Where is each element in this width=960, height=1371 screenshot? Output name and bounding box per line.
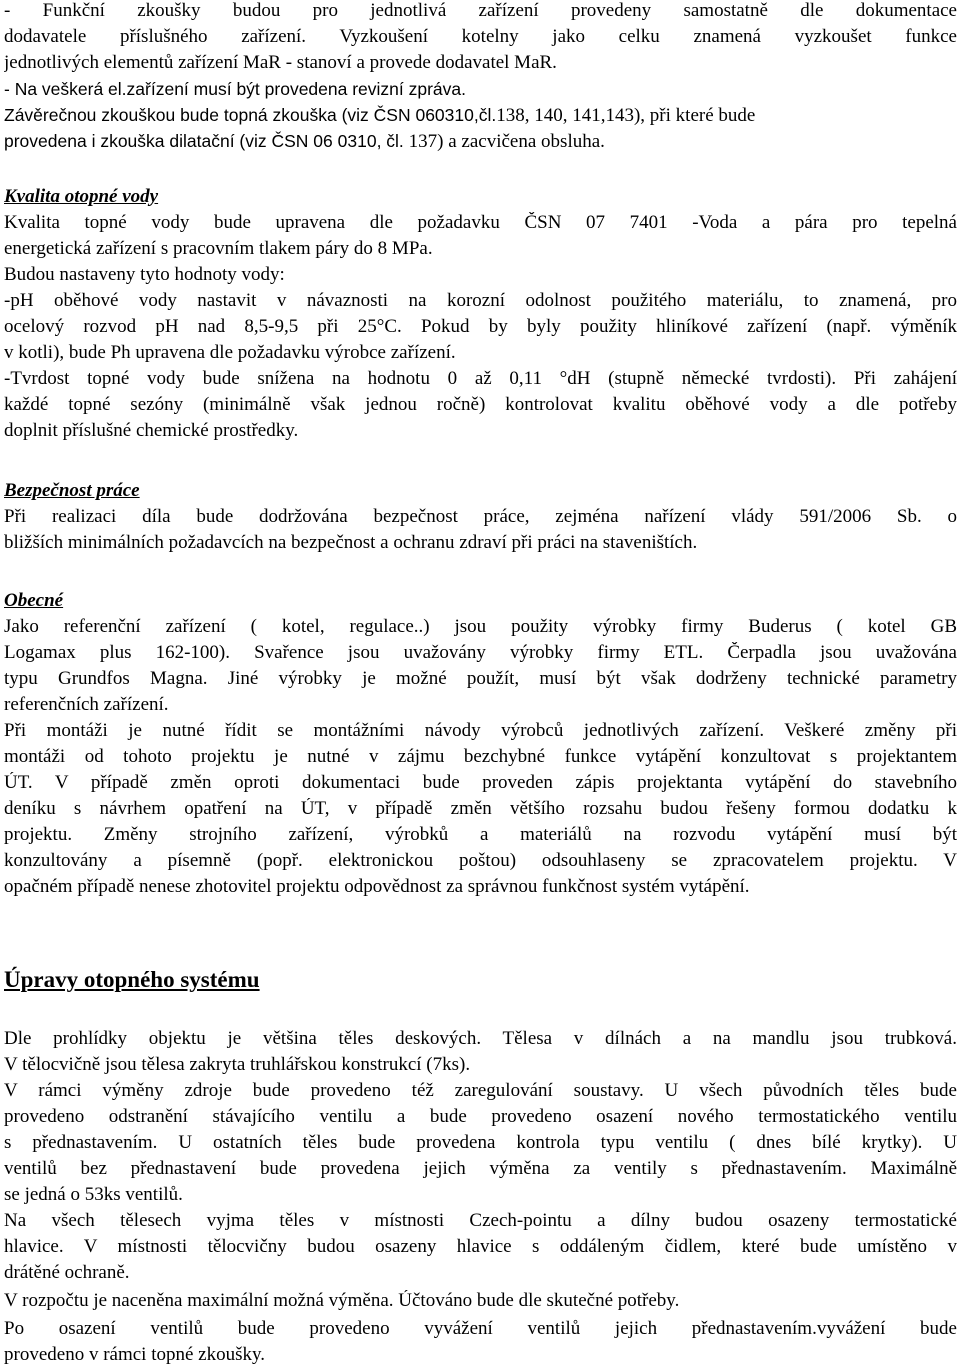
text-line — [4, 104, 957, 126]
section-heading-water-quality: Kvalita otopné vody — [4, 186, 159, 207]
text-line: ventilů bez přednastavení bude provedena jejich výměna za ventily s přednastavením. Maximálně — [4, 1158, 957, 1179]
text-line: v kotli), bude Ph upravena dle požadavku výrobce zařízení. — [4, 342, 456, 363]
text-line: Jako referenční zařízení ( kotel, regulace..) jsou použity výrobky firmy Buderus ( kotel GB — [4, 616, 957, 637]
text-line: V rámci výměny zdroje bude provedeno též zaregulování soustavy. U všech původních těles bude — [4, 1080, 957, 1101]
text-line: typu Grundfos Magna. Jiné výrobky je možné použít, musí být však dodrženy technické parametry — [4, 668, 957, 689]
text-line: Po osazení ventilů bude provedeno vyvážení ventilů jejich přednastavením.vyvážení bude — [4, 1318, 957, 1339]
text-line: deníku s návrhem opatření na ÚT, v případě změn většího rozsahu budou řešeny formou dodatku k — [4, 798, 957, 819]
text-line: dodavatele příslušného zařízení. Vyzkoušení kotelny jako celku znamená vyzkoušet funkce — [4, 26, 957, 47]
text-line: V tělocvičně jsou tělesa zakryta truhlářskou konstrukcí (7ks). — [4, 1054, 471, 1075]
text-line: konzultovány a písemně (popř. elektronickou poštou) odsouhlaseny se zpracovatelem projektu. V — [4, 850, 957, 871]
text-line: montáži od tohoto projektu je nutné v zájmu bezchybné funkce vytápění konzultovat s projektantem — [4, 746, 957, 767]
text-line: se jedná o 53ks ventilů. — [4, 1184, 183, 1205]
text-line: jednotlivých elementů zařízení MaR - stanoví a provede dodavatel MaR. — [4, 52, 557, 73]
text-line: ÚT. V případě změn oproti dokumentaci bude proveden zápis projektanta vytápění do stavebního — [4, 772, 957, 793]
text-line: Při realizaci díla bude dodržována bezpečnost práce, zejména nařízení vlády 591/2006 Sb. o — [4, 506, 957, 527]
text-line: Při montáži je nutné řídit se montážními návody výrobců jednotlivých zařízení. Veškeré změny při — [4, 720, 957, 741]
text-line: Dle prohlídky objektu je většina těles deskových. Tělesa v dílnách a na mandlu jsou trubková. — [4, 1028, 957, 1049]
text-fragment: - Na veškerá el. — [4, 79, 127, 99]
text-line: Kvalita topné vody bude upravena dle požadavku ČSN 07 7401 -Voda a pára pro tepelná — [4, 212, 957, 233]
text-line — [4, 130, 957, 152]
section-heading-general: Obecné — [4, 590, 64, 611]
text-fragment: 138, 140, 141,143), při které bude — [496, 105, 756, 126]
text-line: Na všech tělesech vyjma těles v místnosti Czech-pointu a dílny budou osazeny termostatické — [4, 1210, 957, 1231]
text-line: Budou nastaveny tyto hodnoty vody: — [4, 264, 285, 285]
text-line: - Funkční zkoušky budou pro jednotlivá zařízení provedeny samostatně dle dokumentace — [4, 0, 957, 21]
text-line: doplnit příslušné chemické prostředky. — [4, 420, 299, 441]
text-line: provedeno odstranění stávajícího ventilu a bude provedeno osazení nového termostatického ventilu — [4, 1106, 957, 1127]
text-line: energetická zařízení s pracovním tlakem páry do 8 MPa. — [4, 238, 433, 259]
text-line: drátěné ochraně. — [4, 1262, 130, 1283]
text-line: -pH oběhové vody nastavit v návaznosti na korozní odolnost použitého materiálu, to znamená, pro — [4, 290, 957, 311]
text-line — [4, 78, 957, 100]
text-line: každé topné sezóny (minimálně však jednou ročně) kontrolovat kvalitu oběhové vody a dle potřeby — [4, 394, 957, 415]
text-line: V rozpočtu je naceněna maximální možná výměna. Účtováno bude dle skutečné potřeby. — [4, 1290, 680, 1311]
text-fragment: provedena i zkouška dilatační (viz ČSN 06 0310, čl. — [4, 131, 409, 151]
section-heading-modifications: Úpravy otopného systému — [4, 967, 260, 992]
text-line: provedeno v rámci topné zkoušky. — [4, 1344, 265, 1365]
text-fragment: Závěrečnou zkouškou bude topná zkouška (viz ČSN 060310,čl. — [4, 105, 497, 125]
text-fragment: zařízení musí být provedena revizní zpráva. — [126, 79, 467, 99]
text-line: ocelový rozvod pH nad 8,5-9,5 při 25°C. Pokud by byly použity hliníkové zařízení (např. výměník — [4, 316, 957, 337]
section-heading-safety: Bezpečnost práce — [4, 480, 140, 501]
text-fragment: 137) a zacvičena obsluha. — [408, 131, 605, 152]
text-line: -Tvrdost topné vody bude snížena na hodnotu 0 až 0,11 °dH (stupně německé tvrdosti). Při zahájení — [4, 368, 957, 389]
text-line: referenčních zařízení. — [4, 694, 169, 715]
text-line: Logamax plus 162-100). Svařence jsou uvažovány výrobky firmy ETL. Čerpadla jsou uvažována — [4, 642, 957, 663]
text-line: hlavice. V místnosti tělocvičny budou osazeny hlavice s oddáleným čidlem, které bude umístěno v — [4, 1236, 957, 1257]
text-line: bližších minimálních požadavcích na bezpečnost a ochranu zdraví při práci na staveništích. — [4, 532, 698, 553]
text-line: projektu. Změny strojního zařízení, výrobků a materiálů na rozvodu vytápění musí být — [4, 824, 957, 845]
text-line: s přednastavením. U ostatních těles bude provedena kontrola typu ventilu ( dnes bílé krytky). U — [4, 1132, 957, 1153]
text-line: opačném případě nenese zhotovitel projektu odpovědnost za správnou funkčnost systém vytápění. — [4, 876, 750, 897]
